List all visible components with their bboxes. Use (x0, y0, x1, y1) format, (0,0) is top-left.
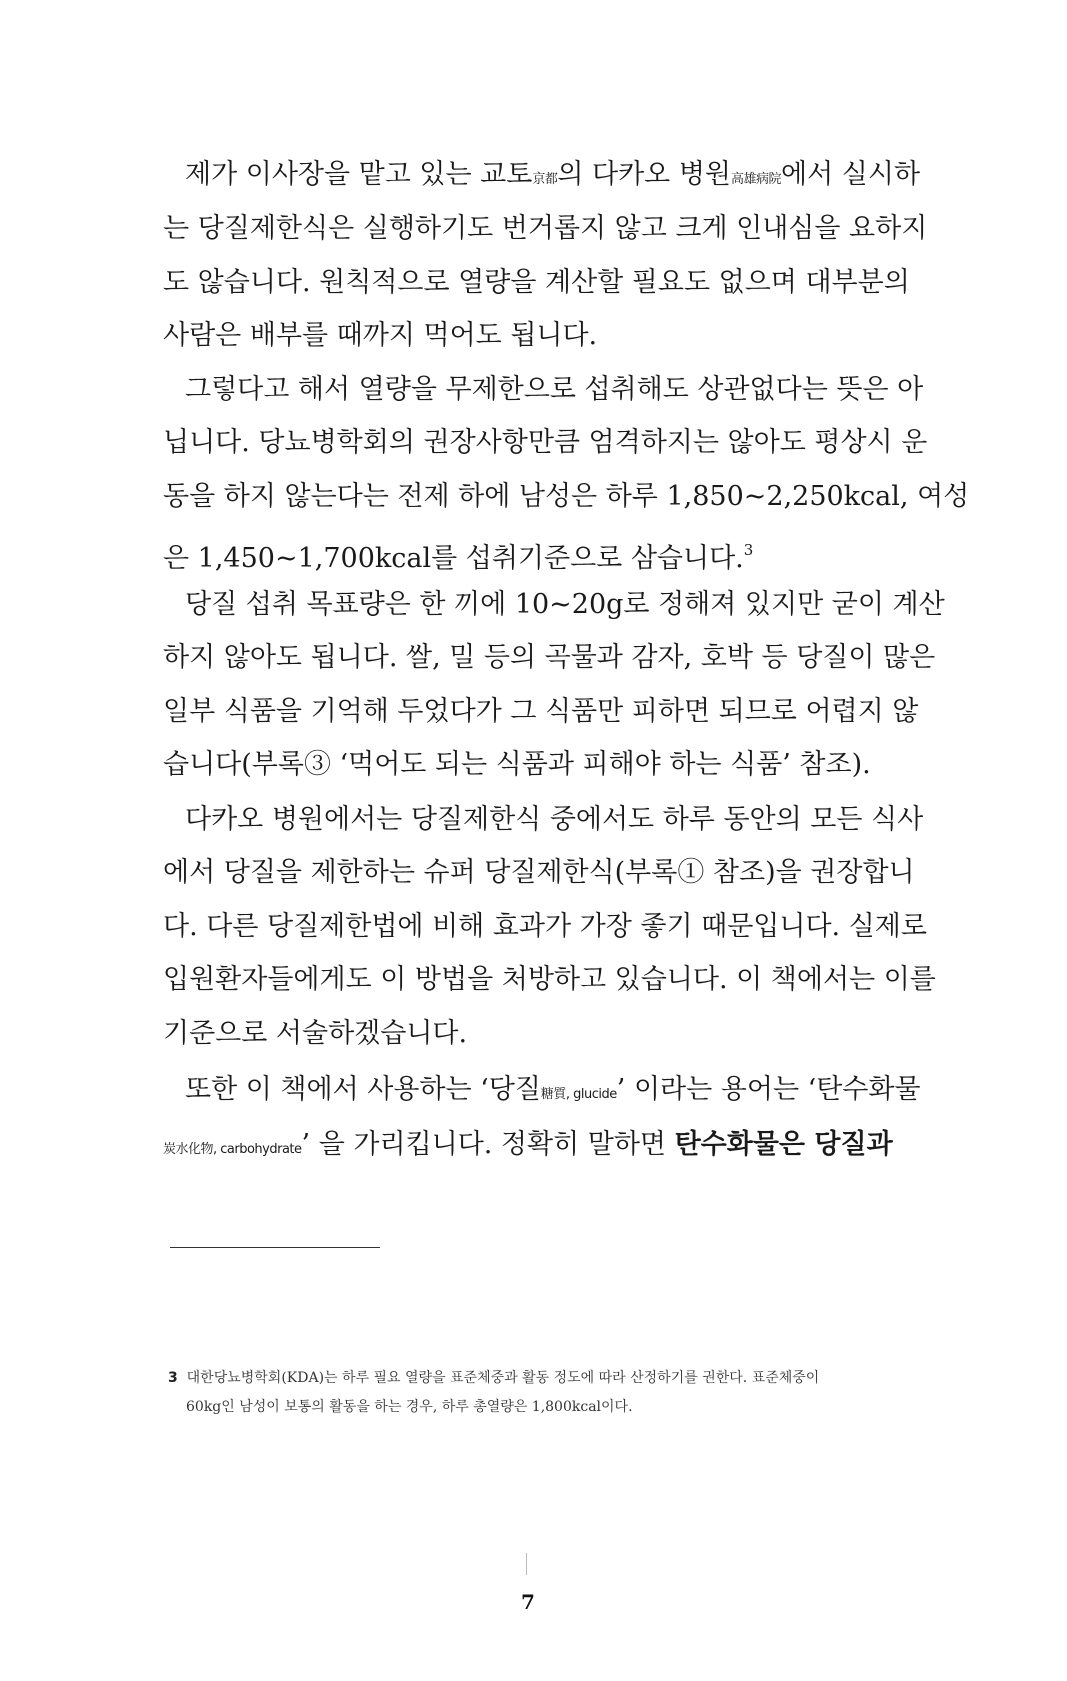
hanja-annotation: 糖質, glucide (540, 1087, 617, 1102)
hanja-annotation: 京都 (532, 172, 558, 187)
body-line: 습니다(부록③ ‘먹어도 되는 식품과 피해야 하는 식품’ 참조). (163, 749, 871, 780)
text-run: 에서 실시하 (781, 159, 921, 190)
body-line: 사람은 배부를 때까지 먹어도 됩니다. (163, 320, 598, 351)
footnote-number: 3 (168, 1370, 178, 1386)
body-line: 일부 식품을 기억해 두었다가 그 식품만 피하면 되므로 어렵지 않 (163, 696, 919, 727)
body-line (185, 155, 921, 195)
body-line: 기준으로 서술하겠습니다. (163, 1018, 468, 1049)
footnote-divider (170, 1247, 380, 1248)
body-line (163, 1125, 893, 1165)
body-line (185, 1070, 921, 1110)
page-number: 7 (521, 1590, 535, 1614)
bold-text-run: 탄수화물은 당질과 (674, 1129, 893, 1160)
text-run: 의 다카오 병원 (557, 159, 732, 190)
body-line: 그렇다고 해서 열량을 무제한으로 섭취해도 상관없다는 뜻은 아 (185, 374, 924, 405)
text-run: ’ 이라는 용어는 ‘탄수화물 (616, 1074, 921, 1105)
body-line: 입원환자들에게도 이 방법을 처방하고 있습니다. 이 책에서는 이를 (163, 964, 936, 995)
text-run: ’ 을 가리킵니다. 정확히 말하면 (301, 1129, 675, 1160)
body-line: 는 당질제한식은 실행하기도 번거롭지 않고 크게 인내심을 요하지 (163, 213, 928, 244)
body-line: 에서 당질을 제한하는 슈퍼 당질제한식(부록① 참조)을 권장합니 (163, 857, 915, 888)
body-line (163, 530, 889, 574)
footnote-line: 60kg인 남성이 보통의 활동을 하는 경우, 하루 총열량은 1,800kcal이다. (186, 1399, 633, 1415)
body-line: 당질 섭취 목표량은 한 끼에 10~20g로 정해져 있지만 굳이 계산 (185, 589, 945, 620)
hanja-annotation: 高雄病院 (731, 172, 782, 187)
body-line: 동을 하지 않는다는 전제 하에 남성은 하루 1,850~2,250kcal, 여성 (163, 481, 970, 512)
text-run: 또한 이 책에서 사용하는 ‘당질 (185, 1074, 541, 1105)
footnote-line (168, 1368, 819, 1388)
body-line: 다카오 병원에서는 당질제한식 중에서도 하루 동안의 모든 식사 (185, 804, 924, 835)
page-number-tick (526, 1553, 527, 1575)
text-run: 제가 이사장을 맡고 있는 교토 (185, 159, 533, 190)
body-line: 다. 다른 당질제한법에 비해 효과가 가장 좋기 때문입니다. 실제로 (163, 911, 927, 942)
body-line: 하지 않아도 됩니다. 쌀, 밀 등의 곡물과 감자, 호박 등 당질이 많은 (163, 642, 936, 673)
body-line: 닙니다. 당뇨병학회의 권장사항만큼 엄격하지는 않아도 평상시 운 (163, 427, 928, 458)
text-run: 은 1,450~1,700kcal를 섭취기준으로 삼습니다. (163, 543, 744, 574)
footnote-text: 대한당뇨병학회(KDA)는 하루 필요 열량을 표준체중과 활동 정도에 따라 산정하기를 권한다. 표준체중이 (186, 1370, 820, 1386)
footnote-reference[interactable]: 3 (743, 541, 754, 559)
hanja-annotation: 炭水化物, carbohydrate (163, 1142, 302, 1157)
body-line: 도 않습니다. 원칙적으로 열량을 계산할 필요도 없으며 대부분의 (163, 267, 910, 298)
